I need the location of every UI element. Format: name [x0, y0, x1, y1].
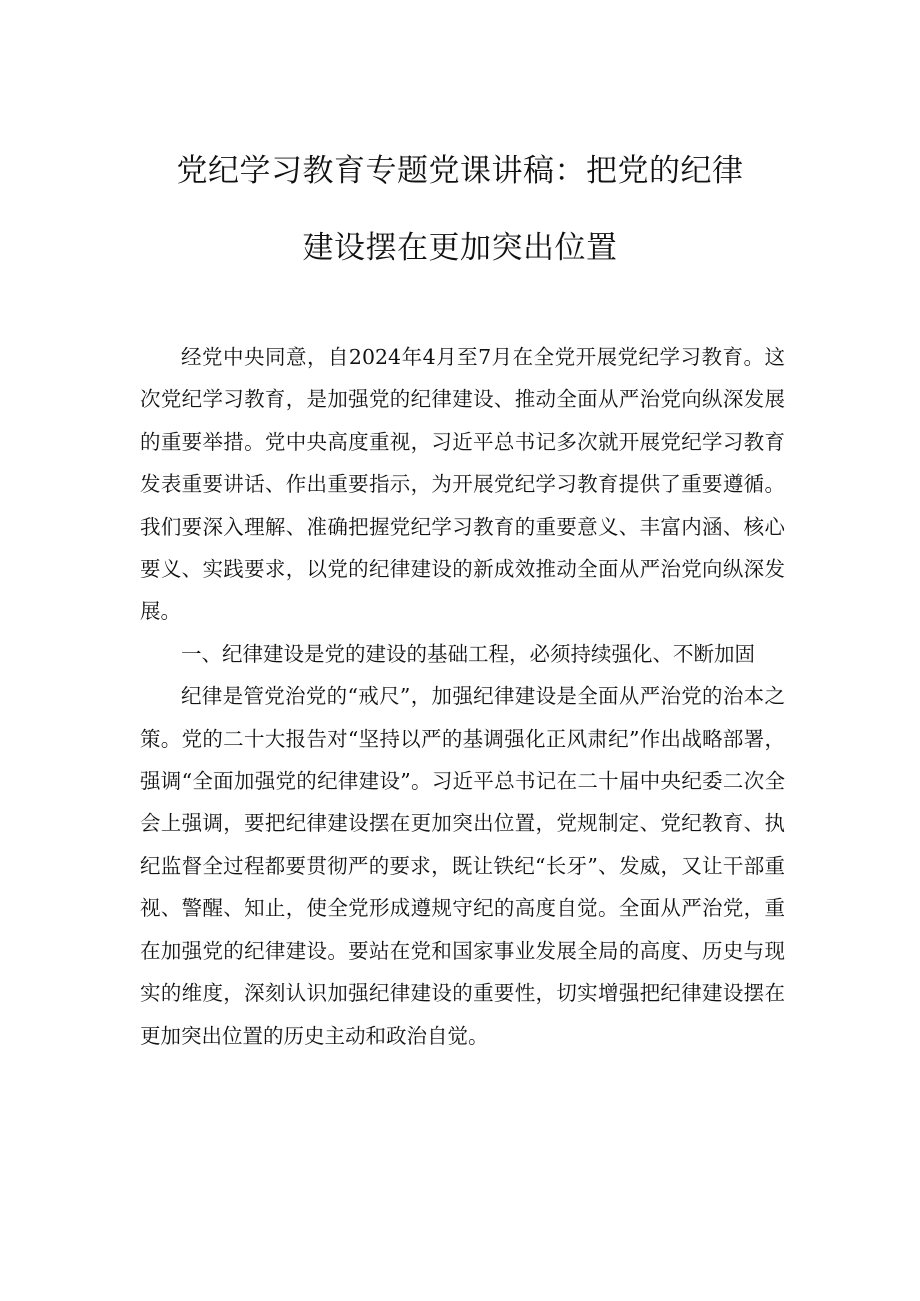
paragraph-intro: 经党中央同意，自2024年4月至7月在全党开展党纪学习教育。这次党纪学习教育，是加强党的纪律建设、推动全面从严治党向纵深发展的重要举措。党中央高度重视，习近平总书记多次就开展党纪学习教育发表重要讲话、作出重要指示，为开展党纪学习教育提供了重要遵循。我们要深入理解、准确把握党纪学习教育的重要意义、丰富内涵、核心要义、实践要求，以党的纪律建设的新成效推动全面从严治党向纵深发展。: [140, 345, 785, 624]
document-title-line-1: 党纪学习教育专题党课讲稿：把党的纪律: [176, 153, 744, 189]
section-heading-1: 一、纪律建设是党的建设的基础工程，必须持续强化、不断加固: [181, 641, 755, 666]
document-title-line-2: 建设摆在更加突出位置: [302, 230, 618, 266]
paragraph-section-1: 纪律是管党治党的“戒尺”，加强纪律建设是全面从严治党的治本之策。党的二十大报告对“坚持以严的基调强化正风肃纪”作出战略部署，强调“全面加强党的纪律建设”。习近平总书记在二十届中央纪委二次全会上强调，要把纪律建设摆在更加突出位置，党规制定、党纪教育、执纪监督全过程都要贯彻严的要求，既让铁纪“长牙”、发威，又让干部重视、警醒、知止，使全党形成遵规守纪的高度自觉。全面从严治党，重在加强党的纪律建设。要站在党和国家事业发展全局的高度、历史与现实的维度，深刻认识加强纪律建设的重要性，切实增强把纪律建设摆在更加突出位置的历史主动和政治自觉。: [140, 684, 785, 1048]
document-body: [140, 336, 785, 1057]
